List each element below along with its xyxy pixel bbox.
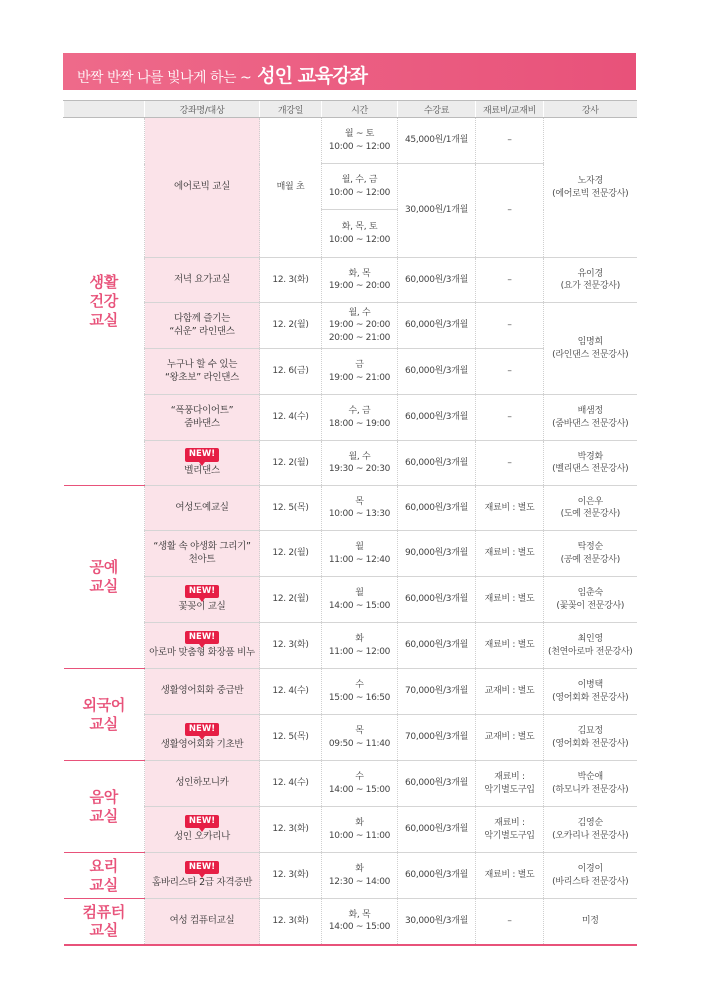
course-fee: 60,000원/3개월 (398, 577, 476, 623)
table-row (64, 441, 637, 486)
table-row (64, 395, 637, 441)
category-craft: 공예 교실 (64, 486, 145, 669)
course-material: – (476, 118, 544, 164)
course-date: 12. 4(수) (260, 395, 322, 441)
course-name: 다함께 즐기는 “쉬운” 라인댄스 (145, 303, 260, 349)
banner-title: 성인 교육강좌 (257, 65, 367, 87)
course-fee: 60,000원/3개월 (398, 258, 476, 303)
table-row (64, 623, 637, 669)
course-material: 재료비 : 별도 (476, 853, 544, 899)
course-material: 재료비 : 별도 (476, 531, 544, 577)
course-material: 재료비 : 별도 (476, 486, 544, 531)
course-fee: 30,000원/1개월 (398, 164, 476, 258)
course-material: – (476, 164, 544, 258)
course-fee: 60,000원/3개월 (398, 807, 476, 853)
course-time: 화 11:00 ~ 12:00 (322, 623, 398, 669)
course-date: 12. 3(화) (260, 853, 322, 899)
category-health: 생활 건강 교실 (64, 118, 145, 486)
course-date: 12. 2(월) (260, 441, 322, 486)
header-fee: 수강료 (398, 101, 476, 118)
course-table (63, 100, 637, 946)
course-time: 화 10:00 ~ 11:00 (322, 807, 398, 853)
course-name: 성인하모니카 (145, 761, 260, 807)
course-time: 화, 목 19:00 ~ 20:00 (322, 258, 398, 303)
course-fee: 60,000원/3개월 (398, 303, 476, 349)
course-instructor: 노자경 (에어로빅 전문강사) (544, 118, 637, 258)
new-badge: NEW! (185, 815, 219, 828)
course-name: “생활 속 야생화 그리기” 천아트 (145, 531, 260, 577)
course-instructor: 임명희 (라인댄스 전문강사) (544, 303, 637, 395)
course-material: – (476, 899, 544, 945)
course-fee: 30,000원/3개월 (398, 899, 476, 945)
course-time: 수 15:00 ~ 16:50 (322, 669, 398, 715)
course-date: 12. 2(월) (260, 303, 322, 349)
course-time: 월, 수 19:30 ~ 20:30 (322, 441, 398, 486)
category-computer: 컴퓨터 교실 (64, 899, 145, 945)
table-header-row (64, 101, 637, 118)
course-name: 벨리댄스 (184, 464, 220, 476)
course-material: – (476, 349, 544, 395)
banner-prefix: 반짝 반짝 나를 빛나게 하는 ~ (77, 70, 252, 86)
course-name: “폭풍다이어트” 줌바댄스 (145, 395, 260, 441)
new-badge: NEW! (185, 631, 219, 644)
table-row (64, 303, 637, 349)
course-material: 교재비 : 별도 (476, 715, 544, 761)
header-material: 재료비/교재비 (476, 101, 544, 118)
page-banner (63, 53, 636, 90)
course-name: 아로마 맞춤형 화장품 비누 (149, 647, 255, 659)
course-instructor: 미정 (544, 899, 637, 945)
table-row (64, 531, 637, 577)
course-instructor: 이경이 (바리스타 전문강사) (544, 853, 637, 899)
course-instructor: 최인영 (천연아로마 전문강사) (544, 623, 637, 669)
course-time: 화, 목, 토 10:00 ~ 12:00 (322, 210, 398, 258)
course-material: 재료비 : 악기별도구입 (476, 761, 544, 807)
course-date: 12. 3(화) (260, 807, 322, 853)
course-cell (145, 715, 260, 761)
course-time: 월 ~ 토 10:00 ~ 12:00 (322, 118, 398, 164)
course-fee: 70,000원/3개월 (398, 715, 476, 761)
course-instructor: 김묘정 (영어회화 전문강사) (544, 715, 637, 761)
course-date: 12. 3(화) (260, 899, 322, 945)
course-material: 재료비 : 별도 (476, 577, 544, 623)
course-material: 재료비 : 별도 (476, 623, 544, 669)
course-instructor: 이병택 (영어회화 전문강사) (544, 669, 637, 715)
course-date: 12. 2(월) (260, 531, 322, 577)
category-language: 외국어 교실 (64, 669, 145, 761)
table-row (64, 899, 637, 945)
table-row (64, 669, 637, 715)
course-cell (145, 441, 260, 486)
course-date: 12. 3(화) (260, 623, 322, 669)
course-time: 수 14:00 ~ 15:00 (322, 761, 398, 807)
course-instructor: 유이경 (요가 전문강사) (544, 258, 637, 303)
course-instructor: 박순애 (하모니카 전문강사) (544, 761, 637, 807)
course-time: 월 11:00 ~ 12:40 (322, 531, 398, 577)
course-name: 에어로빅 교실 (145, 118, 260, 258)
course-date: 12. 5(목) (260, 486, 322, 531)
course-date: 매월 초 (260, 118, 322, 258)
course-name: 생활영어회화 기초반 (160, 739, 244, 751)
course-fee: 60,000원/3개월 (398, 349, 476, 395)
course-fee: 45,000원/1개월 (398, 118, 476, 164)
course-name: 꽃꽂이 교실 (178, 601, 226, 613)
course-date: 12. 5(목) (260, 715, 322, 761)
course-fee: 60,000원/3개월 (398, 761, 476, 807)
table-row (64, 118, 637, 164)
header-course: 강좌명/대상 (145, 101, 260, 118)
course-time: 수, 금 18:00 ~ 19:00 (322, 395, 398, 441)
new-badge: NEW! (185, 723, 219, 736)
course-time: 화, 목 14:00 ~ 15:00 (322, 899, 398, 945)
new-badge: NEW! (185, 448, 219, 461)
course-name: 홈바리스타 2급 자격증반 (152, 877, 252, 889)
course-fee: 60,000원/3개월 (398, 395, 476, 441)
table-row (64, 486, 637, 531)
course-instructor: 이은우 (도예 전문강사) (544, 486, 637, 531)
course-fee: 60,000원/3개월 (398, 441, 476, 486)
course-cell (145, 853, 260, 899)
category-cooking: 요리 교실 (64, 853, 145, 899)
table-row (64, 715, 637, 761)
course-date: 12. 2(월) (260, 577, 322, 623)
course-time: 월, 수, 금 10:00 ~ 12:00 (322, 164, 398, 210)
course-time: 금 19:00 ~ 21:00 (322, 349, 398, 395)
course-material: – (476, 441, 544, 486)
course-name: 여성도예교실 (145, 486, 260, 531)
header-start-date: 개강일 (260, 101, 322, 118)
course-instructor: 탁정순 (공예 전문강사) (544, 531, 637, 577)
course-instructor: 김영순 (오카리나 전문강사) (544, 807, 637, 853)
course-name: 성인 오카리나 (174, 831, 230, 843)
table-row (64, 807, 637, 853)
course-fee: 60,000원/3개월 (398, 623, 476, 669)
course-date: 12. 3(화) (260, 258, 322, 303)
course-cell (145, 577, 260, 623)
header-category (64, 101, 145, 118)
header-instructor: 강사 (544, 101, 637, 118)
course-time: 월 14:00 ~ 15:00 (322, 577, 398, 623)
course-fee: 60,000원/3개월 (398, 486, 476, 531)
course-date: 12. 4(수) (260, 761, 322, 807)
new-badge: NEW! (185, 861, 219, 874)
course-fee: 60,000원/3개월 (398, 853, 476, 899)
course-cell (145, 807, 260, 853)
category-music: 음악 교실 (64, 761, 145, 853)
course-date: 12. 6(금) (260, 349, 322, 395)
table-row (64, 258, 637, 303)
header-time: 시간 (322, 101, 398, 118)
course-name: 생활영어회화 중급반 (145, 669, 260, 715)
new-badge: NEW! (185, 585, 219, 598)
course-fee: 70,000원/3개월 (398, 669, 476, 715)
course-cell (145, 623, 260, 669)
course-fee: 90,000원/3개월 (398, 531, 476, 577)
course-material: 재료비 : 악기별도구입 (476, 807, 544, 853)
course-instructor: 박경화 (벨리댄스 전문강사) (544, 441, 637, 486)
course-material: – (476, 258, 544, 303)
course-material: – (476, 303, 544, 349)
course-name: 여성 컴퓨터교실 (145, 899, 260, 945)
course-time: 목 10:00 ~ 13:30 (322, 486, 398, 531)
course-time: 화 12:30 ~ 14:00 (322, 853, 398, 899)
course-date: 12. 4(수) (260, 669, 322, 715)
course-name: 저녁 요가교실 (145, 258, 260, 303)
course-material: – (476, 395, 544, 441)
course-instructor: 배샘정 (줌바댄스 전문강사) (544, 395, 637, 441)
course-material: 교재비 : 별도 (476, 669, 544, 715)
course-time: 월, 수 19:00 ~ 20:00 20:00 ~ 21:00 (322, 303, 398, 349)
table-row (64, 761, 637, 807)
course-instructor: 임춘숙 (꽃꽂이 전문강사) (544, 577, 637, 623)
table-row (64, 577, 637, 623)
table-row (64, 853, 637, 899)
course-name: 누구나 할 수 있는 “왕초보” 라인댄스 (145, 349, 260, 395)
course-time: 목 09:50 ~ 11:40 (322, 715, 398, 761)
